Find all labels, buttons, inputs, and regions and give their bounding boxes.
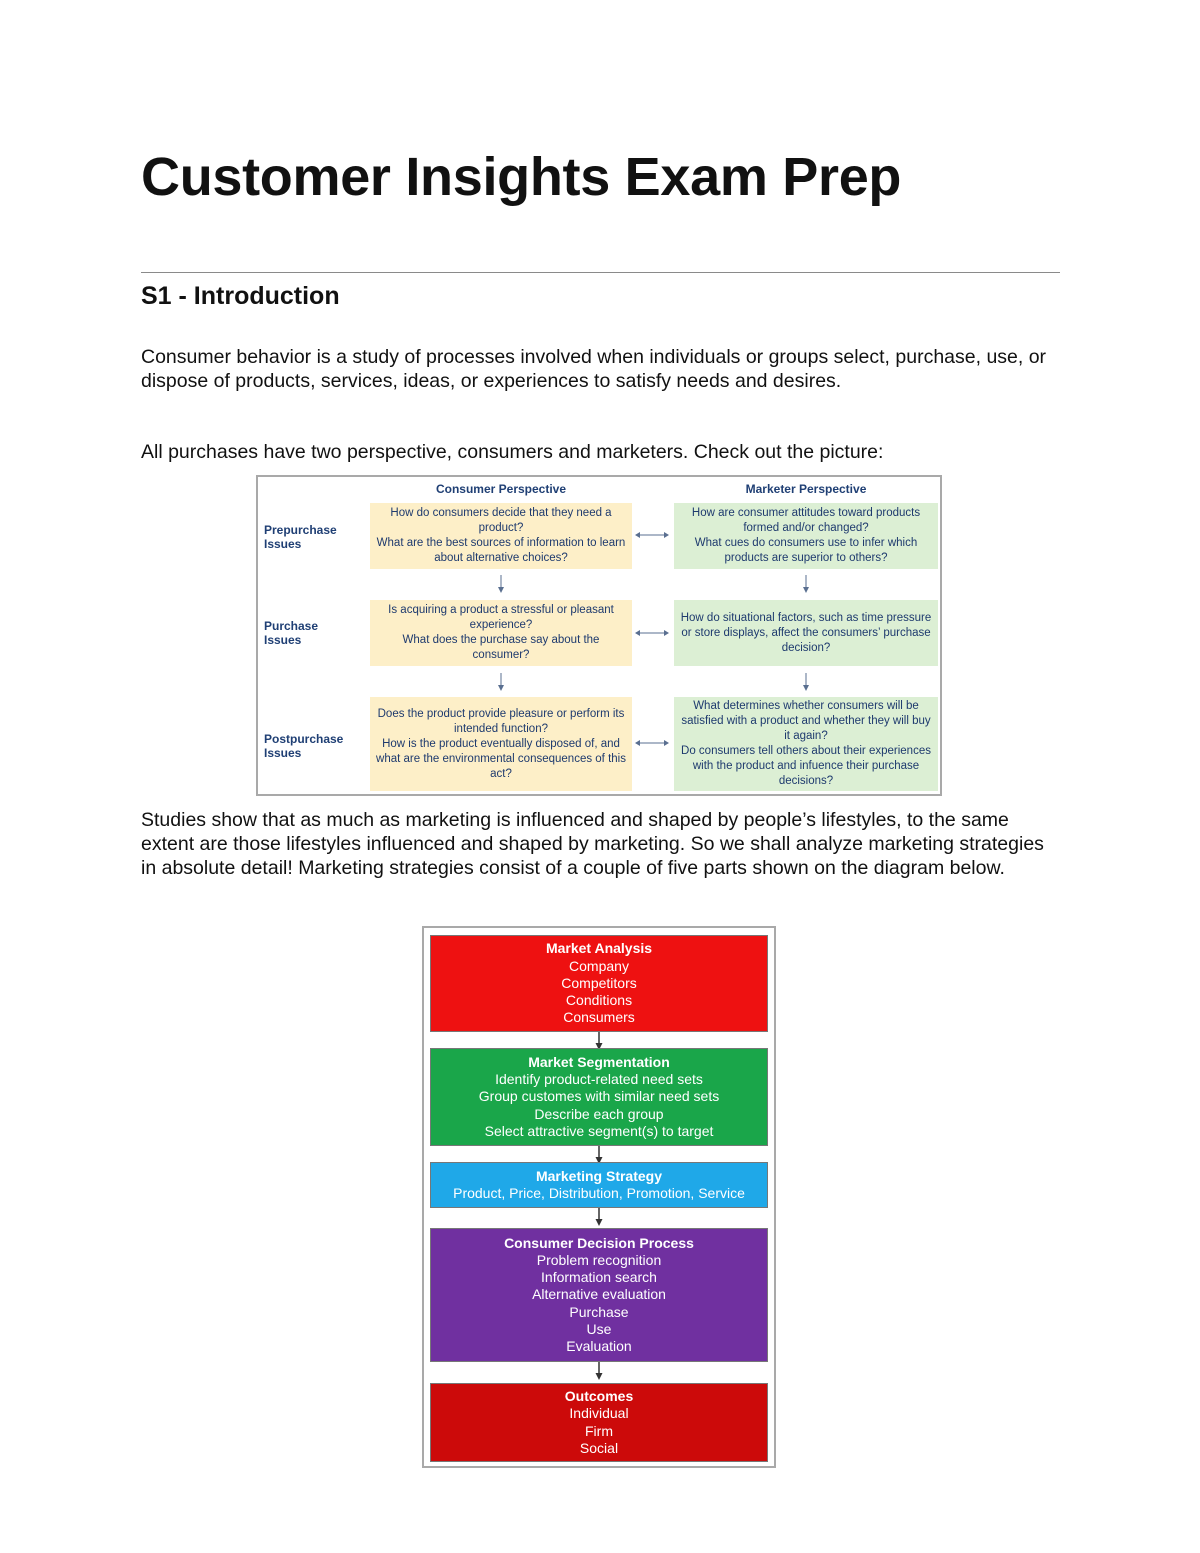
double-arrow-icon [635,628,669,638]
marketer-cell-prepurchase [674,503,938,569]
strategy-flow-figure [422,926,776,1468]
outcomes-title: Outcomes [564,1388,634,1405]
section-heading: S1 - Introduction [141,282,340,310]
consumer-cell-purchase-text: Is acquiring a product a stressful or pleasant experience? What does the purchase say about the consumer? [388,604,614,661]
perspective-paragraph: All purchases have two perspective, consumers and marketers. Check out the picture: [141,441,884,463]
box-item: Firm [585,1422,613,1439]
double-arrow-icon [635,530,669,540]
intro-paragraph: Consumer behavior is a study of processes involved when individuals or groups select, purchase, use, or dispose of products, services, ideas, or experiences to satisfy needs and desires. [141,346,1047,392]
down-arrow-icon [594,1362,604,1380]
consumer-cell-prepurchase [370,503,632,569]
row-label-postpurchase: Postpurchase Issues [264,732,344,760]
box-item: Conditions [565,992,633,1009]
down-arrow-icon [801,575,811,593]
down-arrow-icon [801,673,811,691]
marketing-strategy-box [430,1162,768,1208]
market-segmentation-box [430,1048,768,1146]
box-item: Competitors [561,974,637,991]
marketer-perspective-header: Marketer Perspective [745,482,867,496]
box-item: Company [569,957,629,974]
marketer-cell-purchase [674,600,938,666]
consumer-perspective-header: Consumer Perspective [435,482,567,496]
double-arrow-icon [635,738,669,748]
box-item: Alternative evaluation [532,1286,666,1303]
box-item: Group customes with similar need sets [478,1088,720,1105]
box-item: Describe each group [534,1105,664,1122]
marketing-strategy-title: Marketing Strategy [535,1167,663,1184]
down-arrow-icon [496,575,506,593]
marketer-cell-purchase-text: How do situational factors, such as time pressure or store displays, affect the consumers’ purchase decision? [680,611,932,654]
down-arrow-icon [594,1208,604,1226]
consumer-cell-prepurchase-text: How do consumers decide that they need a product? What are the best sources of information to learn about alternative choices? [376,507,626,564]
box-item: Consumers [563,1009,635,1026]
row-label-prepurchase: Prepurchase Issues [264,523,337,551]
consumer-cell-postpurchase [370,697,632,791]
outcomes-box [430,1383,768,1462]
market-analysis-box [430,935,768,1032]
box-item: Identify product-related need sets [495,1071,703,1088]
marketer-cell-postpurchase [674,697,938,791]
consumer-decision-process-title: Consumer Decision Process [504,1234,694,1251]
marketer-cell-prepurchase-text: How are consumer attitudes toward products formed and/or changed? What cues do consumers use to infer which products are superior to others? [691,507,921,564]
box-item: Individual [569,1405,629,1422]
box-item: Problem recognition [536,1251,662,1268]
section-divider [141,272,1060,273]
down-arrow-icon [496,673,506,691]
consumer-cell-postpurchase-text: Does the product provide pleasure or perform its intended function? How is the product eventually disposed of, and what are the environmental consequences of this act? [376,707,626,780]
box-item: Select attractive segment(s) to target [484,1122,714,1139]
marketer-cell-postpurchase-text: What determines whether consumers will be satisfied with a product and whether they will buy it again? Do consumers tell others about their experiences with the product and infuence their purchase decisions? [681,700,931,787]
box-item: Evaluation [566,1338,632,1354]
page-title: Customer Insights Exam Prep [141,147,902,207]
box-item: Social [579,1439,619,1456]
box-item: Product, Price, Distribution, Promotion, Service [453,1185,745,1201]
market-segmentation-title: Market Segmentation [528,1053,670,1070]
market-analysis-title: Market Analysis [545,940,653,957]
box-item: Use [586,1320,612,1337]
consumer-decision-process-box [430,1228,768,1362]
box-item: Information search [541,1269,657,1286]
box-item: Purchase [569,1303,629,1320]
strategy-paragraph: Studies show that as much as marketing is influenced and shaped by people’s lifestyles, to the same extent are those lifestyles influenced and shaped by marketing. So we shall analyze marketing strategies in absolute detail! Marketing strategies consist of a couple of five parts shown on the diagram below. [141,809,1044,879]
consumer-cell-purchase [370,600,632,666]
row-label-purchase: Purchase Issues [264,619,319,647]
perspective-figure [256,475,942,796]
